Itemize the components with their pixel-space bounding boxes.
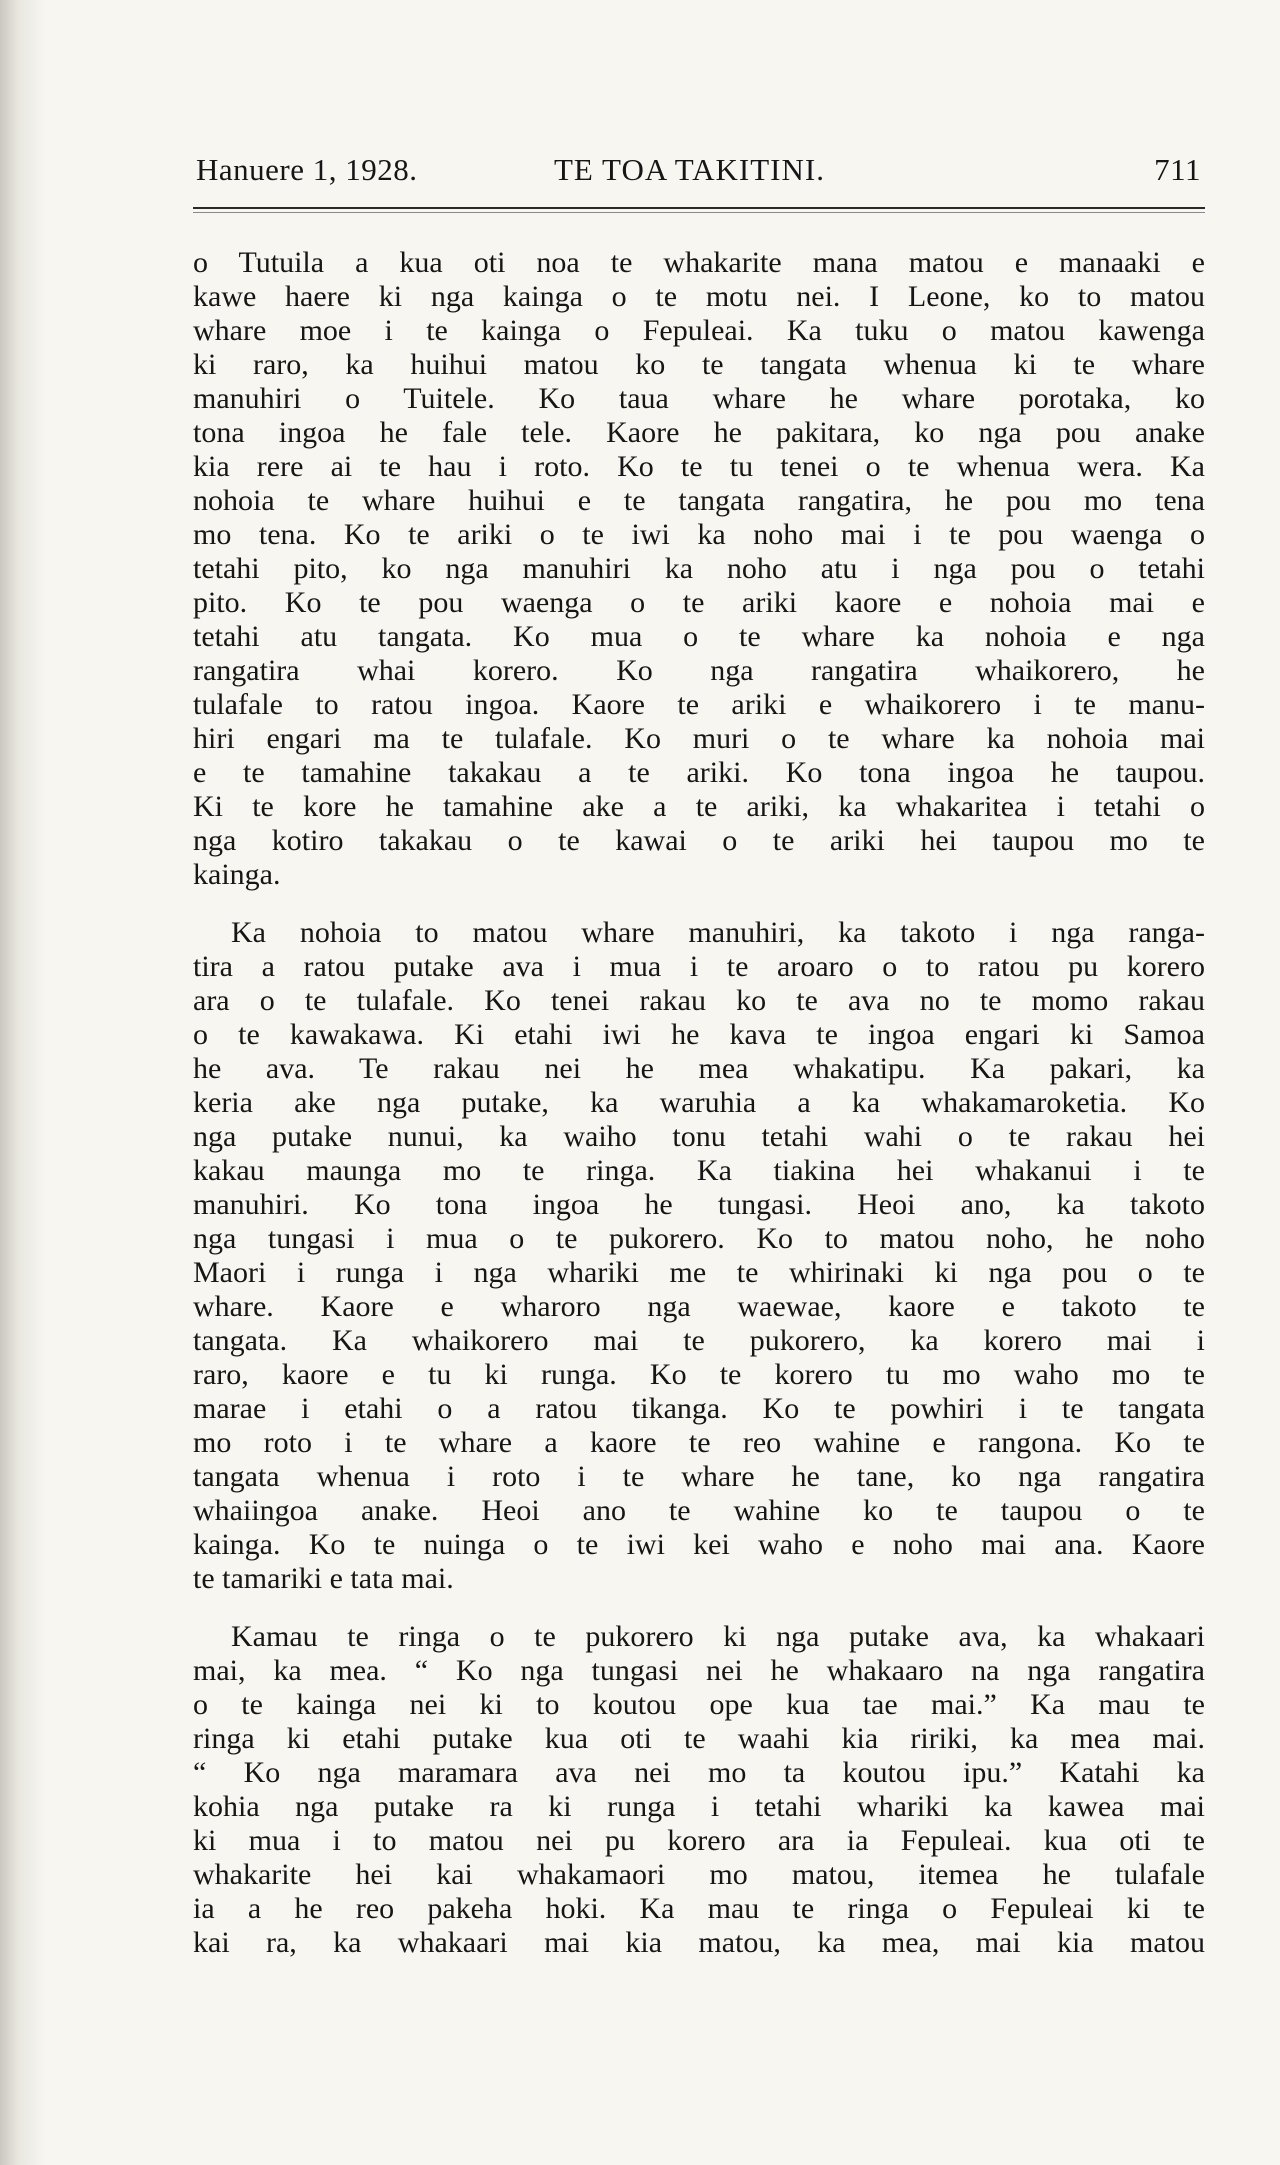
text-line: he ava. Te rakau nei he mea whakatipu. Ka pakari, ka [193, 1052, 1205, 1085]
text-line: tetahi pito, ko nga manuhiri ka noho atu i nga pou o tetahi [193, 552, 1205, 585]
text-line: Maori i runga i nga whariki me te whirinaki ki nga pou o te [193, 1256, 1205, 1289]
text-line: o te kainga nei ki to koutou ope kua tae mai.” Ka mau te [193, 1688, 1205, 1721]
body-text [193, 246, 1205, 1960]
text-line: tangata. Ka whaikorero mai te pukorero, ka korero mai i [193, 1324, 1205, 1357]
text-line: ara o te tulafale. Ko tenei rakau ko te ava no te momo rakau [193, 984, 1205, 1017]
text-line: raro, kaore e tu ki runga. Ko te korero tu mo waho mo te [193, 1358, 1205, 1391]
book-page [193, 0, 1205, 2165]
text-line: Ka nohoia to matou whare manuhiri, ka takoto i nga ranga- [231, 916, 1205, 949]
text-line: mo roto i te whare a kaore te reo wahine e rangona. Ko te [193, 1426, 1205, 1459]
paragraph-1 [193, 246, 1205, 892]
text-line: ringa ki etahi putake kua oti te waahi kia ririki, ka mea mai. [193, 1722, 1205, 1755]
text-line: whare moe i te kainga o Fepuleai. Ka tuku o matou kawenga [193, 314, 1205, 347]
text-line: Kamau te ringa o te pukorero ki nga putake ava, ka whakaari [231, 1620, 1205, 1653]
text-line: nga kotiro takakau o te kawai o te ariki hei taupou mo te [193, 824, 1205, 857]
text-line: tona ingoa he fale tele. Kaore he pakitara, ko nga pou anake [193, 416, 1205, 449]
text-line: tangata whenua i roto i te whare he tane, ko nga rangatira [193, 1460, 1205, 1493]
text-line: ki mua i to matou nei pu korero ara ia Fepuleai. kua oti te [193, 1824, 1205, 1857]
text-line: o Tutuila a kua oti noa te whakarite mana matou e manaaki e [193, 246, 1205, 279]
text-line: mai, ka mea. “ Ko nga tungasi nei he whakaaro na nga rangatira [193, 1654, 1205, 1687]
text-line: manuhiri o Tuitele. Ko taua whare he whare porotaka, ko [193, 382, 1205, 415]
header-rule [193, 207, 1205, 209]
text-line: te tamariki e tata mai. [193, 1562, 454, 1595]
paragraph-2 [193, 916, 1205, 1596]
text-line: pito. Ko te pou waenga o te ariki kaore e nohoia mai e [193, 586, 1205, 619]
text-line: nohoia te whare huihui e te tangata rangatira, he pou mo tena [193, 484, 1205, 517]
header-page-number: 711 [1154, 152, 1201, 187]
text-line: tetahi atu tangata. Ko mua o te whare ka nohoia e nga [193, 620, 1205, 653]
text-line: tira a ratou putake ava i mua i te aroaro o to ratou pu korero [193, 950, 1205, 983]
text-line: kai ra, ka whakaari mai kia matou, ka mea, mai kia matou [193, 1926, 1205, 1959]
text-line: o te kawakawa. Ki etahi iwi he kava te ingoa engari ki Samoa [193, 1018, 1205, 1051]
text-line: whakarite hei kai whakamaori mo matou, itemea he tulafale [193, 1858, 1205, 1891]
text-line: Ki te kore he tamahine ake a te ariki, ka whakaritea i tetahi o [193, 790, 1205, 823]
text-line: nga putake nunui, ka waiho tonu tetahi wahi o te rakau hei [193, 1120, 1205, 1153]
scan-edge-shadow [0, 0, 46, 2165]
text-line: kainga. [193, 858, 281, 891]
text-line: kawe haere ki nga kainga o te motu nei. I Leone, ko to matou [193, 280, 1205, 313]
header-rule-thin [193, 212, 1205, 213]
text-line: tulafale to ratou ingoa. Kaore te ariki e whaikorero i te manu- [193, 688, 1205, 721]
text-line: nga tungasi i mua o te pukorero. Ko to matou noho, he noho [193, 1222, 1205, 1255]
text-line: ki raro, ka huihui matou ko te tangata whenua ki te whare [193, 348, 1205, 381]
text-line: whaiingoa anake. Heoi ano te wahine ko te taupou o te [193, 1494, 1205, 1527]
header-date: Hanuere 1, 1928. [196, 152, 418, 187]
text-line: “ Ko nga maramara ava nei mo ta koutou ipu.” Katahi ka [193, 1756, 1205, 1789]
running-header [193, 152, 1205, 198]
text-line: keria ake nga putake, ka waruhia a ka whakamaroketia. Ko [193, 1086, 1205, 1119]
text-line: manuhiri. Ko tona ingoa he tungasi. Heoi ano, ka takoto [193, 1188, 1205, 1221]
text-line: kakau maunga mo te ringa. Ka tiakina hei whakanui i te [193, 1154, 1205, 1187]
paragraph-3 [193, 1620, 1205, 1960]
text-line: kainga. Ko te nuinga o te iwi kei waho e noho mai ana. Kaore [193, 1528, 1205, 1561]
text-line: marae i etahi o a ratou tikanga. Ko te powhiri i te tangata [193, 1392, 1205, 1425]
text-line: hiri engari ma te tulafale. Ko muri o te whare ka nohoia mai [193, 722, 1205, 755]
header-journal-title: TE TOA TAKITINI. [554, 152, 825, 187]
text-line: ia a he reo pakeha hoki. Ka mau te ringa o Fepuleai ki te [193, 1892, 1205, 1925]
text-line: rangatira whai korero. Ko nga rangatira whaikorero, he [193, 654, 1205, 687]
text-line: e te tamahine takakau a te ariki. Ko tona ingoa he taupou. [193, 756, 1205, 789]
text-line: kia rere ai te hau i roto. Ko te tu tenei o te whenua wera. Ka [193, 450, 1205, 483]
text-line: mo tena. Ko te ariki o te iwi ka noho mai i te pou waenga o [193, 518, 1205, 551]
text-line: whare. Kaore e wharoro nga waewae, kaore e takoto te [193, 1290, 1205, 1323]
text-line: kohia nga putake ra ki runga i tetahi whariki ka kawea mai [193, 1790, 1205, 1823]
